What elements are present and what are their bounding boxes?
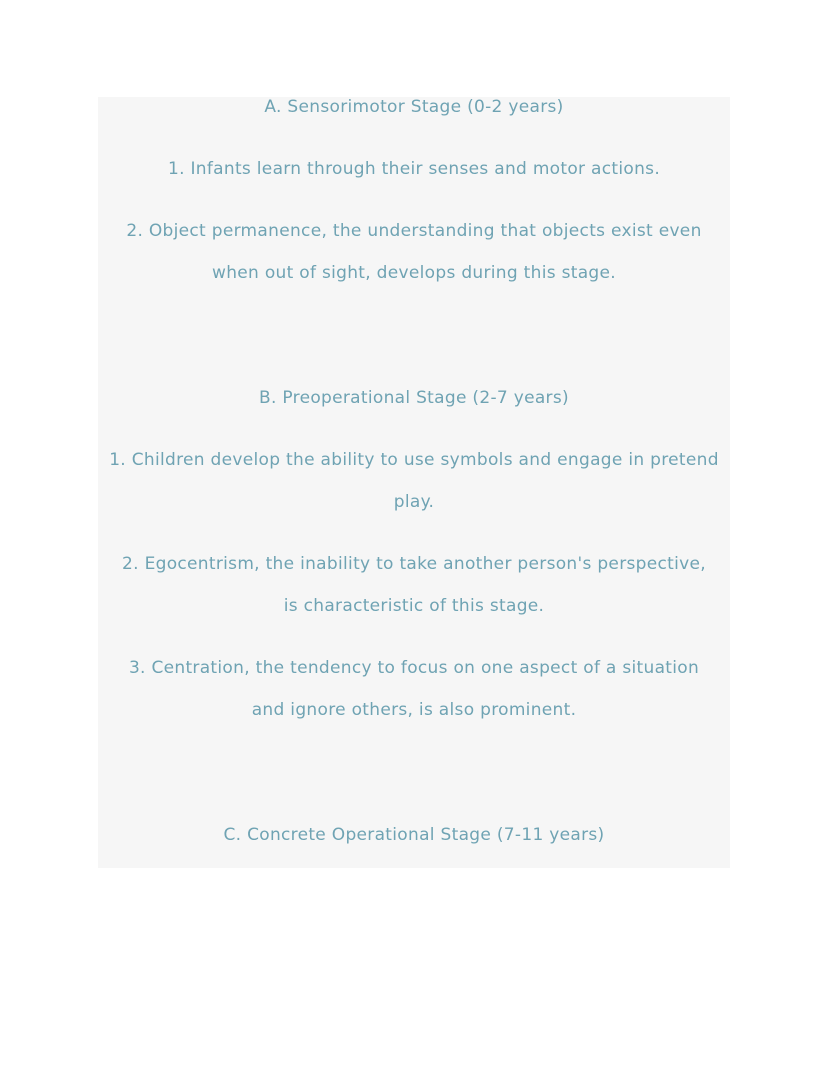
preoperational-point-1-line-1: 1. Children develop the ability to use symbols and engage in pretend <box>109 450 719 470</box>
sensorimotor-point-1: 1. Infants learn through their senses and motor actions. <box>167 159 661 179</box>
content-panel <box>98 97 730 868</box>
preoperational-point-2-line-2: is characteristic of this stage. <box>283 596 545 616</box>
sensorimotor-point-2-line-1: 2. Object permanence, the understanding that objects exist even <box>126 221 702 241</box>
sensorimotor-point-2-line-2: when out of sight, develops during this stage. <box>212 263 616 283</box>
preoperational-point-1-line-2: play. <box>393 492 435 512</box>
section-heading-concrete-operational: C. Concrete Operational Stage (7-11 years) <box>223 825 605 845</box>
preoperational-point-3-line-1: 3. Centration, the tendency to focus on one aspect of a situation <box>128 658 700 678</box>
section-heading-preoperational: B. Preoperational Stage (2-7 years) <box>259 388 569 408</box>
section-heading-sensorimotor: A. Sensorimotor Stage (0-2 years) <box>264 97 564 117</box>
preoperational-point-2-line-1: 2. Egocentrism, the inability to take another person's perspective, <box>122 554 706 574</box>
preoperational-point-3-line-2: and ignore others, is also prominent. <box>251 700 577 720</box>
